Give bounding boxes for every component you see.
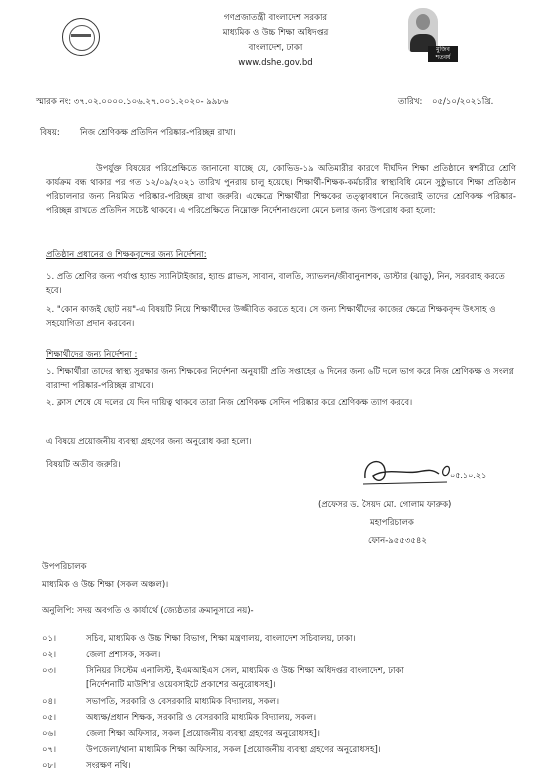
mujib-badge: মুজিব শতবর্ষ <box>428 46 458 62</box>
student-section-title: শিক্ষার্থীদের জন্য নির্দেশনা : <box>46 350 138 360</box>
teacher-instruction-2: ২. "কোন কাজই ছোট নয়"-এ বিষয়টি নিয়ে শিক্ষার্থীদের উজ্জীবিত করতে হবে। সে জন্য শিক্ষার্থীদের কাজের ক্ষেত্রে শিক্ষকবৃন্দ উৎসাহ ও সহযোগিতা প্রদান করবেন। <box>46 305 496 329</box>
copy-number: ০১। <box>42 634 57 644</box>
copy-item <box>42 743 381 757</box>
signatory-phone: ফোন-৯৫৫৩৫৪২ <box>368 536 427 546</box>
recipient-line-1: উপপরিচালক <box>42 562 87 572</box>
copy-item <box>42 695 279 709</box>
copy-item <box>42 664 404 678</box>
copy-number: ০২। <box>42 650 57 660</box>
student-instruction-2: ২. ক্লাস শেষে যে দলের যে দিন দায়িত্ব থাকবে তারা নিজ শ্রেণিকক্ষ সেদিন পরিষ্কার করে শ্রেণিকক্ষ ত্যাগ করবে। <box>46 398 413 408</box>
copy-number: ০৫। <box>42 713 57 723</box>
copy-item <box>42 711 316 725</box>
intro-paragraph: উপর্যুক্ত বিষয়ের পরিপ্রেক্ষিতে জানানো যাচ্ছে যে, কোভিড-১৯ অতিমারীর কারণে দীর্ঘদিন শিক্ষা প্রতিষ্ঠানে স্বশরীরে শ্রেণি কার্যক্রম বন্ধ থাকার পর গত ১২/০৯/২০২১ তারিখ পুনরায় চালু হয়েছে। শিক্ষার্থী-শিক্ষক-কর্মচারীর স্বাস্থ্যবিধি মেনে সুষ্ঠুভাবে শিক্ষা প্রতিষ্ঠান পরিচালনার জন্য নিয়মিত পরিষ্কার-পরিচ্ছন্ন রাখা জরুরি। এক্ষেত্রে শিক্ষার্থীরা শিক্ষকের তত্ত্বাবধানে নিজেরাই তাদের শ্রেণিকক্ষ পরিষ্কার-পরিচ্ছন্ন রাখতে প্রতিদিন সচেষ্ট থাকবে। এ পরিপ্রেক্ষিতে নিম্নোক্ত নির্দেশনাগুলো মেনে চলার জন্য উপরোধ করা হলো: <box>46 164 516 216</box>
copy-number: ০৬। <box>42 729 57 739</box>
copy-item <box>42 759 131 773</box>
copy-text: সভাপতি, সরকারি ও বেসরকারি মাধ্যমিক বিদ্যালয়, সকল। <box>86 697 280 707</box>
closing-urgent: বিষয়টি অতীব জরুরি। <box>46 460 121 470</box>
closing-request: এ বিষয়ে প্রয়োজনীয় ব্যবস্থা গ্রহণের জন্য অনুরোধ করা হলো। <box>46 437 252 447</box>
copy-number: ০৩। <box>42 666 57 676</box>
copy-text: সচিব, মাধ্যমিক ও উচ্চ শিক্ষা বিভাগ, শিক্ষা মন্ত্রণালয়, বাংলাদেশ সচিবালয়, ঢাকা। <box>86 634 356 644</box>
copy-text: উপজেলা/থানা মাধ্যমিক শিক্ষা অফিসার, সকল [প্রয়োজনীয় ব্যবস্থা গ্রহণের অনুরোধসহ]। <box>86 745 381 755</box>
teacher-section-title: প্রতিষ্ঠান প্রধানের ও শিক্ষকবৃন্দের জন্য নির্দেশনা: <box>46 250 207 260</box>
date-label: তারিখ: <box>398 97 423 107</box>
copy-text: সিনিয়র সিস্টেম এনালিস্ট, ইএমআইএস সেল, মাধ্যমিক ও উচ্চ শিক্ষা অধিদপ্তর বাংলাদেশ, ঢাকা <box>86 666 404 676</box>
student-instruction-1: ১. শিক্ষার্থীরা তাদের স্বাস্থ্য সুরক্ষার জন্য শিক্ষকের নির্দেশনা অনুযায়ী প্রতি সপ্তাহের ৬ দিনের জন্য ৬টি দলে ভাগ করে নিজ শ্রেণিকক্ষ ও সংলগ্ন বারান্দা পরিষ্কার-পরিচ্ছন্ন রাখবে। <box>46 367 514 391</box>
teacher-instruction-1: ১. প্রতি শ্রেণির জন্য পর্যাপ্ত হ্যান্ড স্যানিটাইজার, হ্যান্ড গ্লাভস, সাবান, বালতি, স্যাভলন/জীবানুনাশক, ডাস্টার (ঝাড়ু), নিন, সরবরাহ করতে হবে। <box>46 272 505 296</box>
header-line-2: মাধ্যমিক ও উচ্চ শিক্ষা অধিদপ্তর <box>222 28 329 38</box>
copy-text: অধ্যক্ষ/প্রধান শিক্ষক, সরকারি ও বেসরকারি মাধ্যমিক বিদ্যালয়, সকল। <box>86 713 316 723</box>
header-line-3: বাংলাদেশ, ঢাকা <box>248 43 303 53</box>
copy-number: ০৪। <box>42 697 57 707</box>
copy-item <box>42 727 320 741</box>
signature-date: ০৫.১০.২১ <box>450 471 487 480</box>
copy-number: ০৮। <box>42 761 57 771</box>
header-line-1: গণপ্রজাতন্ত্রী বাংলাদেশ সরকার <box>223 13 328 23</box>
memo-number: স্মারক নং: ৩৭.০২.০০০০.১০৬.২৭.০০১.২০২০- ৯৯৮৬ <box>36 97 229 107</box>
copy-text: সংরক্ষণ নথি। <box>86 761 131 771</box>
copy-item <box>42 632 356 646</box>
copy-number: ০৭। <box>42 745 57 755</box>
subject-text: নিজ শ্রেণিকক্ষ প্রতিদিন পরিষ্কার-পরিচ্ছন্ন রাখা। <box>80 128 236 138</box>
copies-title: অনুলিপি: সদয় অবগতি ও কার্যার্থে (জ্যেষ্ঠতার ক্রমানুসারে নয়)- <box>42 606 254 616</box>
signatory-designation: মহাপরিচালক <box>370 518 414 528</box>
copy-text: জেলা প্রশাসক, সকল। <box>86 650 161 660</box>
copy-text: জেলা শিক্ষা অফিসার, সকল [প্রয়োজনীয় ব্যবস্থা গ্রহণের অনুরোধসহ]। <box>86 729 320 739</box>
header-website: www.dshe.gov.bd <box>238 58 313 68</box>
signatory-name: (প্রফেসর ড. সৈয়দ মো. গোলাম ফারুক) <box>318 500 452 510</box>
recipient-line-2: মাধ্যমিক ও উচ্চ শিক্ষা (সকল অঞ্চল)। <box>42 580 169 590</box>
memo-date: ০৫/১০/২০২১খ্রি. <box>432 97 494 107</box>
copy-item <box>42 648 160 662</box>
subject-label: বিষয়: <box>40 128 60 138</box>
copy-text-continued: [নির্দেশনাটি মাউশি'র ওয়েবসাইটে প্রকাশের অনুরোধসহ]। <box>86 680 276 690</box>
